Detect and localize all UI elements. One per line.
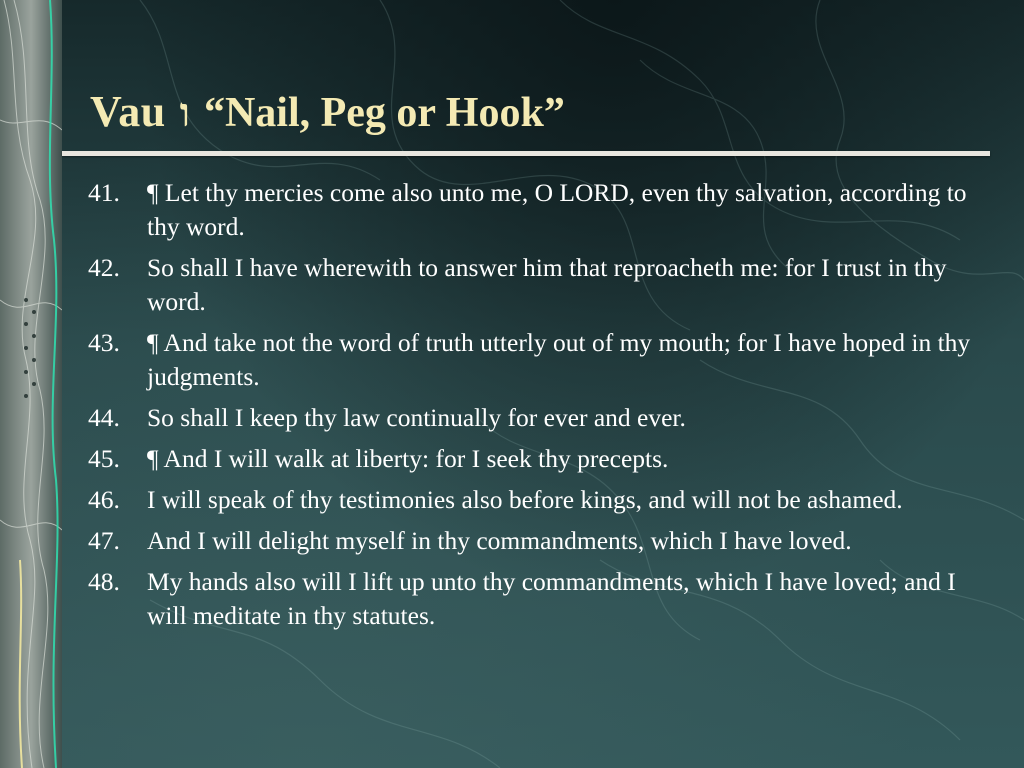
verse-text: ¶ And take not the word of truth utterly out of my mouth; for I have hoped in thy judgments. xyxy=(147,328,971,391)
verse-item xyxy=(88,251,988,319)
verse-number: 41. xyxy=(88,178,120,207)
verse-item xyxy=(88,565,988,633)
verse-number: 42. xyxy=(88,253,120,282)
verse-text: So shall I keep thy law continually for ever and ever. xyxy=(147,403,686,432)
verse-text: I will speak of thy testimonies also before kings, and will not be ashamed. xyxy=(147,485,903,514)
verse-text: And I will delight myself in thy commandments, which I have loved. xyxy=(147,526,852,555)
verse-number: 47. xyxy=(88,526,120,555)
verse-number: 48. xyxy=(88,567,120,596)
slide-title xyxy=(90,86,565,150)
title-meaning: “Nail, Peg or Hook” xyxy=(203,90,565,136)
left-decorative-strip xyxy=(0,0,62,768)
verse-text: So shall I have wherewith to answer him that reproacheth me: for I trust in thy word. xyxy=(147,253,947,316)
verse-item xyxy=(88,401,988,435)
verse-item xyxy=(88,326,988,394)
verse-text: My hands also will I lift up unto thy commandments, which I have loved; and I will meditate in thy statutes. xyxy=(147,567,956,630)
verse-number: 45. xyxy=(88,444,120,473)
verse-number: 44. xyxy=(88,403,120,432)
title-hebrew-letter: ו xyxy=(179,90,190,135)
verse-item xyxy=(88,483,988,517)
title-underline xyxy=(62,151,990,156)
verse-text: ¶ And I will walk at liberty: for I seek thy precepts. xyxy=(147,444,669,473)
verse-item xyxy=(88,442,988,476)
verse-item xyxy=(88,524,988,558)
title-letter: Vau xyxy=(90,87,166,136)
verse-text: ¶ Let thy mercies come also unto me, O LORD, even thy salvation, according to thy word. xyxy=(147,178,967,241)
verse-number: 46. xyxy=(88,485,120,514)
verse-item xyxy=(88,176,988,244)
verse-number: 43. xyxy=(88,328,120,357)
verse-list xyxy=(88,176,988,640)
